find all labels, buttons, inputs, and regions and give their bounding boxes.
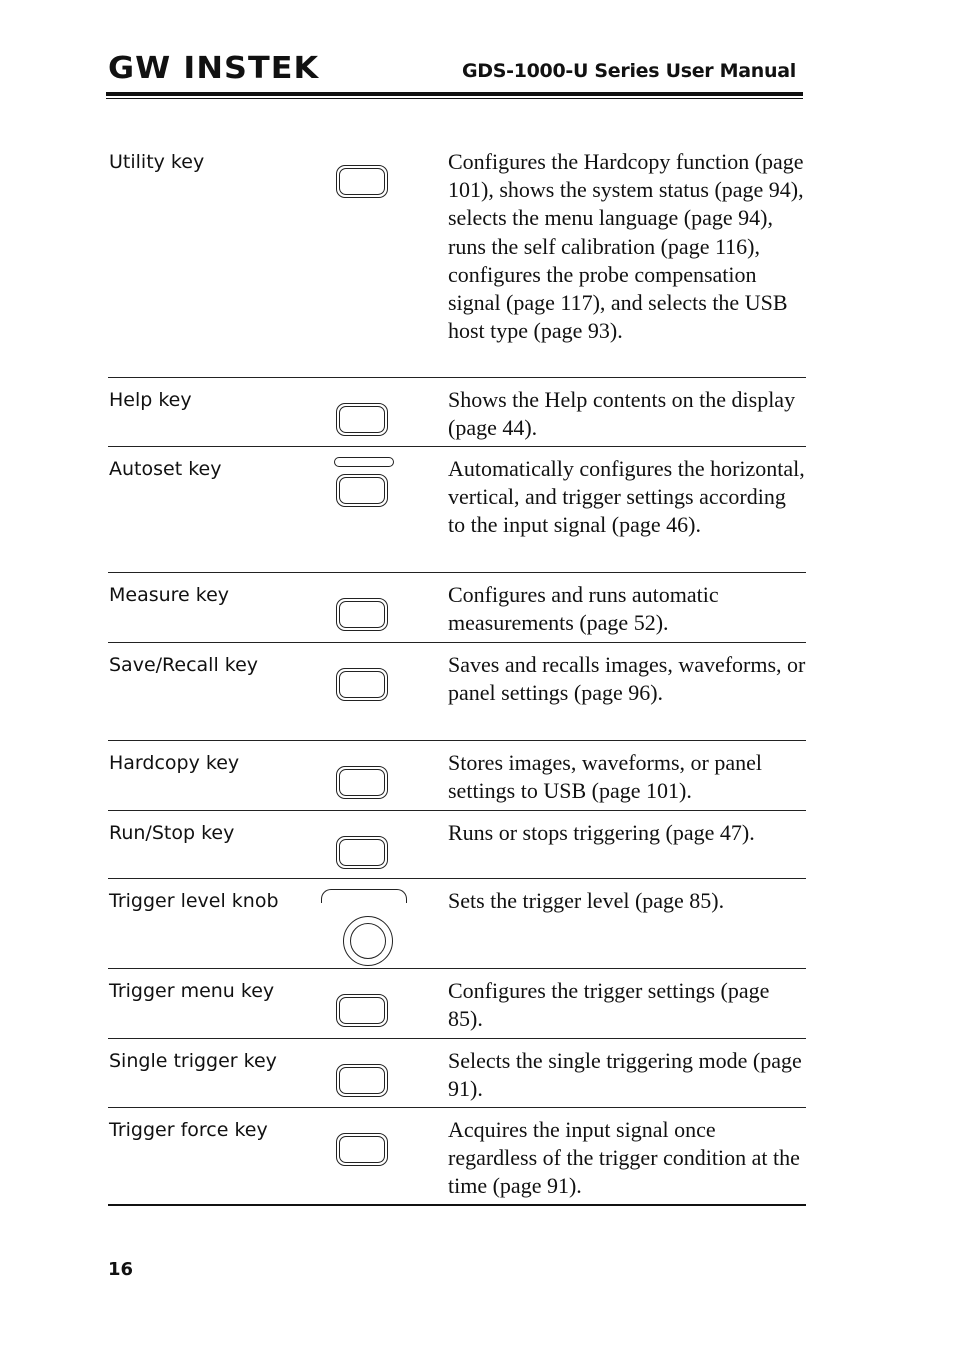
- brand-logo: GW INSTEK: [108, 51, 320, 86]
- row-label: Save/Recall key: [109, 654, 259, 676]
- key-button-icon: [336, 598, 388, 631]
- table-row: [108, 879, 806, 969]
- row-description: Configures and runs automatic measurements (page 52).: [448, 582, 719, 636]
- row-label: Help key: [109, 389, 192, 411]
- table-row: [108, 378, 806, 447]
- row-description: Stores images, waveforms, or panel settings to USB (page 101).: [448, 750, 763, 804]
- table-row: [108, 811, 806, 879]
- row-description: Saves and recalls images, waveforms, or panel settings (page 96).: [448, 652, 806, 706]
- row-label: Trigger force key: [109, 1119, 268, 1141]
- key-button-icon: [336, 165, 388, 198]
- row-description: Runs or stops triggering (page 47).: [448, 820, 755, 845]
- rotary-knob-icon: [343, 916, 393, 966]
- row-description: Sets the trigger level (page 85).: [448, 888, 725, 913]
- key-button-icon: [336, 1133, 388, 1166]
- row-label: Utility key: [109, 151, 205, 173]
- table-row: [108, 741, 806, 811]
- table-row: [108, 447, 806, 573]
- page-number: 16: [108, 1259, 134, 1280]
- knob-label-bar-icon: [321, 889, 407, 903]
- key-button-icon: [336, 766, 388, 799]
- key-button-with-led-icon: [336, 474, 388, 507]
- row-description: Acquires the input signal once regardless of the trigger condition at the time (page 91).: [448, 1117, 800, 1199]
- table-row: [108, 1108, 806, 1206]
- header-rule-thin: [106, 98, 803, 99]
- row-label: Measure key: [109, 584, 230, 606]
- table-row: [108, 141, 806, 378]
- row-description: Automatically configures the horizontal, vertical, and trigger settings according to the input signal (page 46).: [448, 456, 805, 538]
- key-button-icon: [336, 994, 388, 1027]
- table-row: [108, 969, 806, 1039]
- row-label: Trigger level knob: [109, 890, 279, 912]
- header-rule-thick: [106, 92, 803, 96]
- key-button-icon: [336, 403, 388, 436]
- row-label: Hardcopy key: [109, 752, 240, 774]
- led-indicator-icon: [334, 457, 394, 467]
- table-row: [108, 643, 806, 741]
- table-row: [108, 573, 806, 643]
- row-label: Run/Stop key: [109, 822, 235, 844]
- row-description: Configures the Hardcopy function (page 101), shows the system status (page 94), selects the menu language (page 94), runs the self calibration (page 116), configures the probe compensation signal (page 117), and selects the USB host type (page 93).: [448, 149, 804, 344]
- key-button-icon: [336, 836, 388, 869]
- row-label: Trigger menu key: [109, 980, 275, 1002]
- key-button-icon: [336, 668, 388, 701]
- document-title: GDS-1000-U Series User Manual: [461, 60, 796, 82]
- row-label: Autoset key: [109, 458, 222, 480]
- row-description: Selects the single triggering mode (page 91).: [448, 1048, 802, 1102]
- key-button-icon: [336, 1064, 388, 1097]
- row-description: Shows the Help contents on the display (page 44).: [448, 387, 796, 441]
- table-row: [108, 1039, 806, 1108]
- front-panel-key-table: [108, 141, 806, 1206]
- row-label: Single trigger key: [109, 1050, 277, 1072]
- row-description: Configures the trigger settings (page 85).: [448, 978, 770, 1032]
